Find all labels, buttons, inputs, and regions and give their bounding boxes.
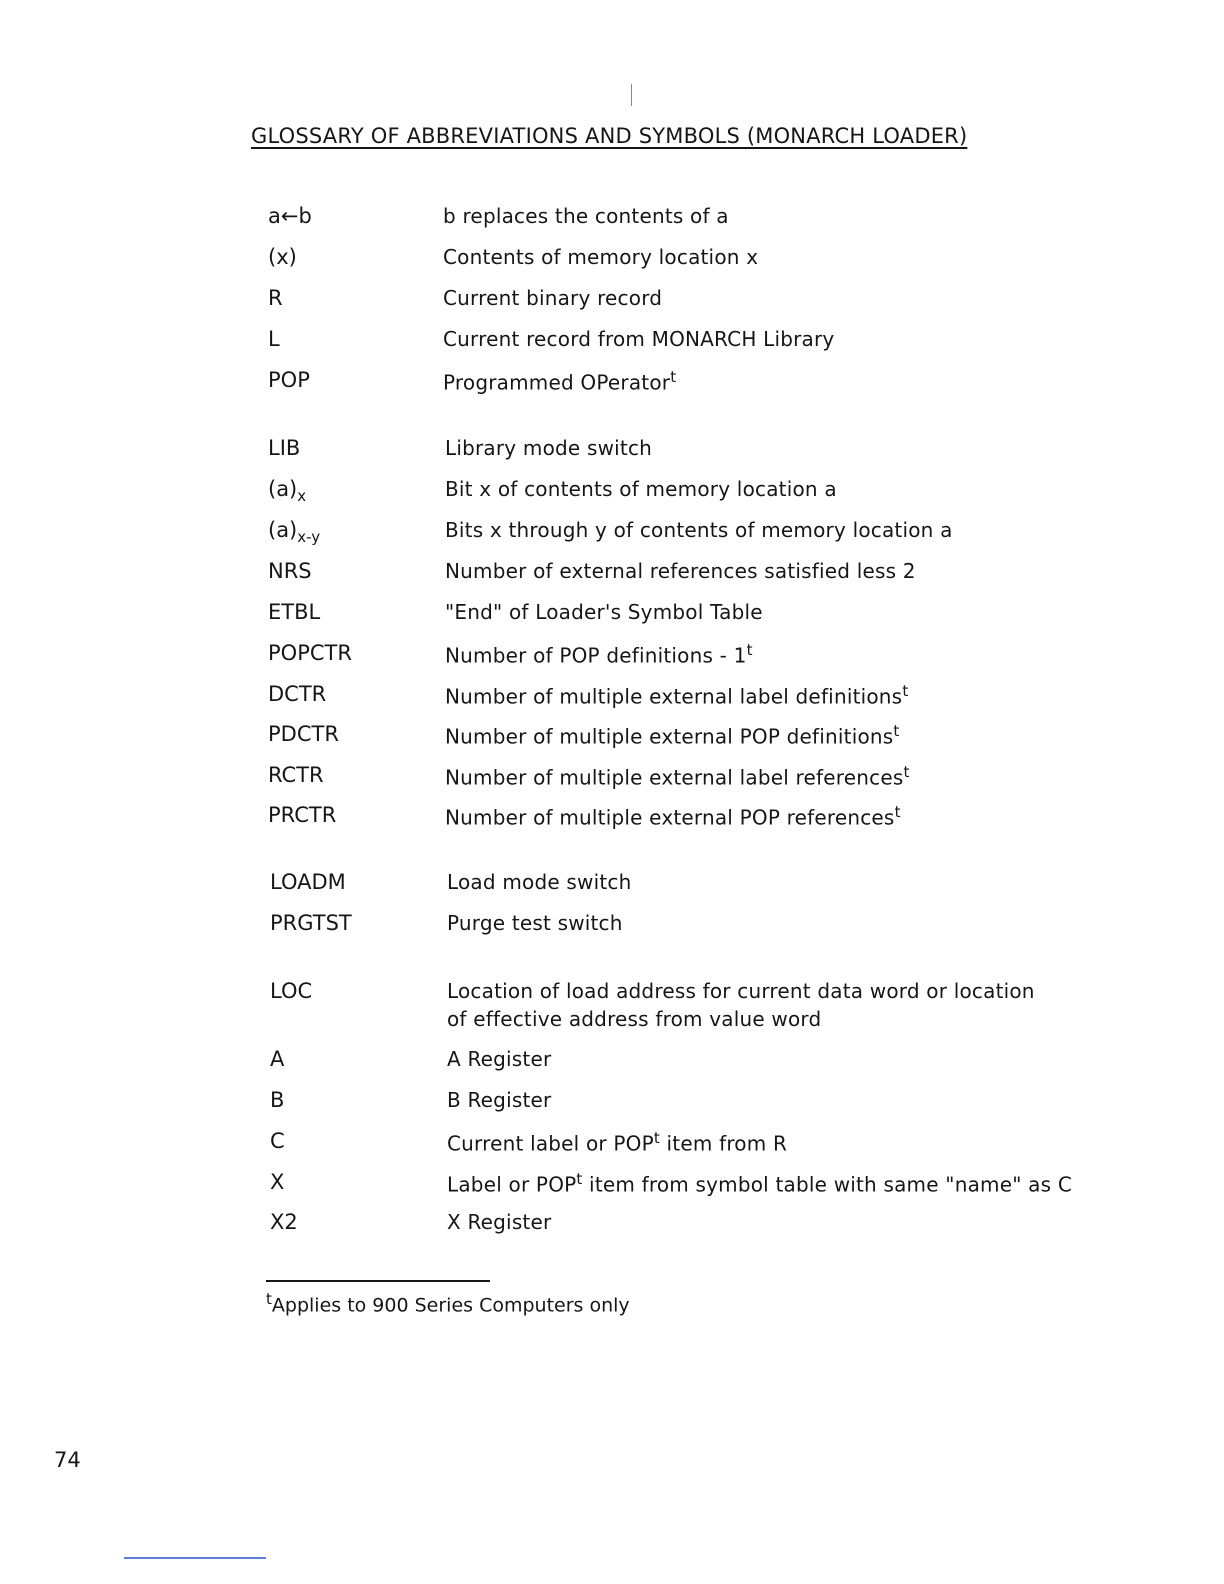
- glossary-term: PRCTR: [268, 803, 337, 827]
- footnote-text: Applies to 900 Series Computers only: [271, 1294, 630, 1317]
- glossary-definition: Bits x through y of contents of memory location a: [445, 518, 953, 542]
- footnote-marker: t: [670, 368, 677, 386]
- margin-tick-mark: [631, 84, 632, 106]
- glossary-term: C: [270, 1129, 285, 1153]
- glossary-entry: [270, 1129, 1100, 1159]
- glossary-definition: Current label or POP$^t$ item from R: [447, 1129, 788, 1156]
- footnote-marker: t: [266, 1290, 272, 1308]
- glossary-entry: [268, 436, 1100, 466]
- footnote-marker: t: [746, 641, 753, 659]
- glossary-entry: [268, 477, 1100, 507]
- glossary-term: POP: [268, 368, 310, 392]
- glossary-definition: Bit x of contents of memory location a: [445, 477, 837, 501]
- glossary-entry: [270, 979, 1100, 1031]
- glossary-term: $(a)_{x-y}$: [268, 518, 321, 547]
- glossary-term: L: [268, 327, 280, 351]
- footnote-marker: t: [653, 1129, 660, 1147]
- glossary-entry: [268, 803, 1100, 833]
- glossary-definition: Current binary record: [443, 286, 663, 310]
- bottom-rule: [124, 1557, 266, 1559]
- glossary-definition: Number of multiple external POP references$^t$: [445, 803, 901, 830]
- glossary-definition: Number of multiple external label references$^t$: [445, 763, 910, 790]
- footnote-rule: [266, 1280, 490, 1282]
- glossary-entry: [268, 286, 1100, 316]
- glossary-entry: [270, 1088, 1100, 1118]
- glossary-definition: Load mode switch: [447, 870, 632, 894]
- glossary-term: a←b: [268, 204, 312, 228]
- glossary-term: (x): [268, 245, 297, 269]
- glossary-definition: X Register: [447, 1210, 552, 1234]
- glossary-term: ETBL: [268, 600, 321, 624]
- glossary-term: LOADM: [270, 870, 346, 894]
- glossary-entry: [270, 1047, 1100, 1077]
- page-title: GLOSSARY OF ABBREVIATIONS AND SYMBOLS (MONARCH LOADER): [251, 124, 968, 148]
- glossary-entry: [268, 641, 1100, 671]
- glossary-term: LIB: [268, 436, 301, 460]
- glossary-definition: Location of load address for current data word or location of effective address from value word: [447, 979, 1035, 1031]
- footnote: [266, 1290, 630, 1316]
- glossary-definition: B Register: [447, 1088, 552, 1112]
- glossary-term: A: [270, 1047, 285, 1071]
- glossary-definition: Number of multiple external label definitions$^t$: [445, 682, 909, 709]
- glossary-term: LOC: [270, 979, 313, 1003]
- glossary-entry: [268, 600, 1100, 630]
- glossary-entry: [268, 518, 1100, 548]
- footnote-marker: t: [576, 1170, 583, 1188]
- glossary-term: $(a)_x$: [268, 477, 307, 506]
- glossary-entry: [268, 204, 1100, 234]
- footnote-marker: t: [893, 722, 900, 740]
- glossary-definition: Number of external references satisfied less 2: [445, 559, 916, 583]
- glossary-entry: [268, 682, 1100, 712]
- footnote-marker: t: [894, 803, 901, 821]
- glossary-entry: [270, 911, 1100, 941]
- glossary-term: PRGTST: [270, 911, 352, 935]
- glossary-definition: Current record from MONARCH Library: [443, 327, 835, 351]
- footnote-marker: t: [902, 682, 909, 700]
- glossary-entry: [268, 245, 1100, 275]
- glossary-definition: "End" of Loader's Symbol Table: [445, 600, 763, 624]
- glossary-entry: [268, 559, 1100, 589]
- glossary-definition: Library mode switch: [445, 436, 653, 460]
- glossary-term: NRS: [268, 559, 312, 583]
- glossary-term: RCTR: [268, 763, 324, 787]
- footnote-marker: t: [903, 763, 910, 781]
- page-number: 74: [54, 1448, 81, 1472]
- glossary-entry: [268, 368, 1100, 398]
- glossary-definition: Number of multiple external POP definitions$^t$: [445, 722, 900, 749]
- glossary-definition: A Register: [447, 1047, 552, 1071]
- glossary-entry: [268, 722, 1100, 752]
- glossary-term: X: [270, 1170, 285, 1194]
- glossary-entry: [270, 1210, 1100, 1240]
- glossary-definition: Contents of memory location x: [443, 245, 759, 269]
- glossary-definition: Programmed OPerator$^t$: [443, 368, 677, 395]
- glossary-term: B: [270, 1088, 285, 1112]
- glossary-term: PDCTR: [268, 722, 339, 746]
- glossary-definition: Purge test switch: [447, 911, 623, 935]
- glossary-entry: [268, 327, 1100, 357]
- glossary-definition: Label or POP$^t$ item from symbol table with same "name" as C: [447, 1170, 1072, 1197]
- glossary-definition: Number of POP definitions - 1$^t$: [445, 641, 753, 668]
- glossary-entry: [270, 1170, 1100, 1200]
- glossary-entry: [268, 763, 1100, 793]
- glossary-term: POPCTR: [268, 641, 352, 665]
- glossary-term: X2: [270, 1210, 298, 1234]
- glossary-term: DCTR: [268, 682, 327, 706]
- glossary-definition: b replaces the contents of a: [443, 204, 729, 228]
- glossary-entry: [270, 870, 1100, 900]
- glossary-term: R: [268, 286, 283, 310]
